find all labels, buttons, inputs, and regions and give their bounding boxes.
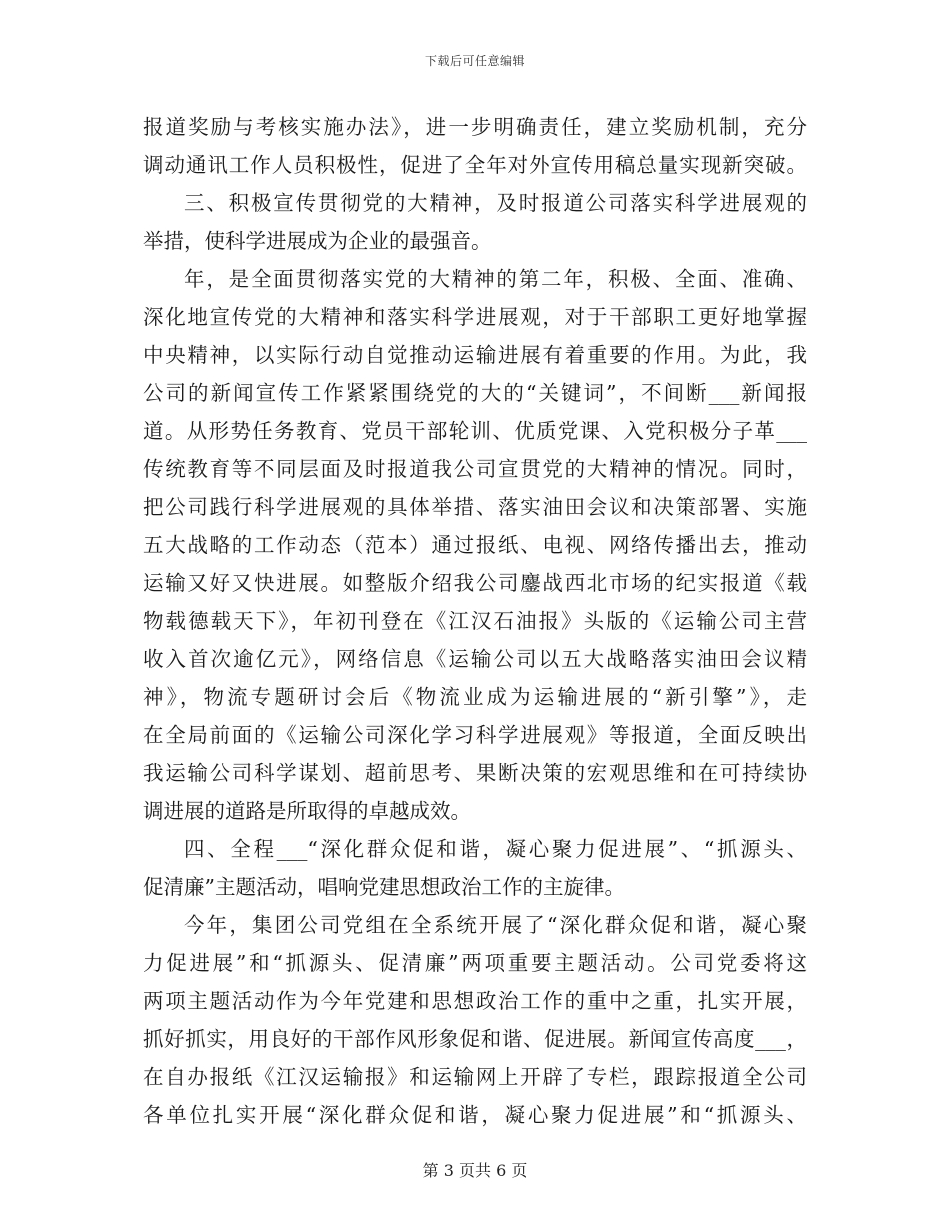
section-heading-line: 举措，使科学进展成为企业的最强音。 (143, 229, 492, 253)
text-line: 我运输公司科学谋划、超前思考、果断决策的宏观思维和在可持续协 (143, 761, 807, 785)
page-footer: 第 3 页共 6 页 (422, 1161, 528, 1180)
text-line: 今年，集团公司党组在全系统开展了“深化群众促和谐，凝心聚 (184, 913, 807, 937)
text-line: 运输又好又快进展。如整版介绍我公司鏖战西北市场的纪实报道《载 (143, 571, 807, 595)
document-body (143, 108, 807, 1134)
section-heading-line: 四、全程___“深化群众促和谐，凝心聚力促进展”、“抓源头、 (184, 837, 807, 861)
text-line: 调动通讯工作人员积极性，促进了全年对外宣传用稿总量实现新突破。 (143, 153, 807, 177)
text-line: 调进展的道路是所取得的卓越成效。 (143, 799, 471, 823)
text-line: 报道奖励与考核实施办法》，进一步明确责任，建立奖励机制，充分 (143, 115, 807, 139)
text-line: 两项主题活动作为今年党建和思想政治工作的重中之重，扎实开展， (143, 989, 807, 1013)
text-line: 年，是全面贯彻落实党的大精神的第二年，积极、全面、准确、 (184, 267, 807, 291)
text-line: 中央精神，以实际行动自觉推动运输进展有着重要的作用。为此，我 (143, 343, 807, 367)
text-line: 神》，物流专题研讨会后《物流业成为运输进展的“新引擎”》，走 (143, 685, 807, 709)
text-line: 收入首次逾亿元》，网络信息《运输公司以五大战略落实油田会议精 (143, 647, 807, 671)
text-line: 五大战略的工作动态（范本）通过报纸、电视、网络传播出去，推动 (143, 533, 807, 557)
text-line: 传统教育等不同层面及时报道我公司宣贯党的大精神的情况。同时， (143, 457, 807, 481)
section-heading-line: 三、积极宣传贯彻党的大精神，及时报道公司落实科学进展观的 (184, 191, 807, 215)
text-line: 把公司践行科学进展观的具体举措、落实油田会议和决策部署、实施 (143, 495, 807, 519)
text-line: 物载德载天下》，年初刊登在《江汉石油报》头版的《运输公司主营 (143, 609, 807, 633)
text-line: 道。从形势任务教育、党员干部轮训、优质党课、入党积极分子革___ (143, 419, 807, 443)
text-line: 在全局前面的《运输公司深化学习科学进展观》等报道，全面反映出 (143, 723, 807, 747)
text-line: 各单位扎实开展“深化群众促和谐，凝心聚力促进展”和“抓源头、 (143, 1103, 807, 1127)
text-line: 抓好抓实，用良好的干部作风形象促和谐、促进展。新闻宣传高度___， (143, 1027, 807, 1051)
text-line: 深化地宣传党的大精神和落实科学进展观，对于干部职工更好地掌握 (143, 305, 807, 329)
text-line: 公司的新闻宣传工作紧紧围绕党的大的“关键词”，不间断___新闻报 (143, 381, 807, 405)
section-heading-line: 促清廉”主题活动，唱响党建思想政治工作的主旋律。 (143, 875, 625, 899)
text-line: 在自办报纸《江汉运输报》和运输网上开辟了专栏，跟踪报道全公司 (143, 1065, 807, 1089)
text-line: 力促进展”和“抓源头、促清廉”两项重要主题活动。公司党委将这 (143, 951, 807, 975)
page-header: 下载后可任意编辑 (424, 54, 525, 68)
